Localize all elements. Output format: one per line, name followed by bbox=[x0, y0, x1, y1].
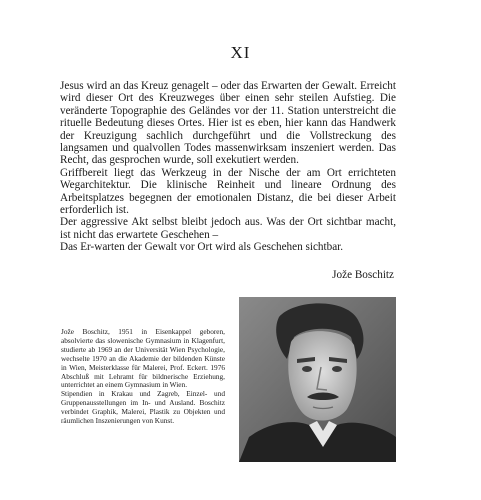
paragraph: Der aggressive Akt selbst bleibt jedoch aus. Was der Ort sichtbar macht, ist nicht das erwartete Geschehen – bbox=[60, 216, 396, 241]
portrait-image bbox=[239, 297, 396, 462]
author-portrait-photo bbox=[239, 297, 396, 462]
main-text bbox=[60, 80, 396, 254]
paragraph: Griffbereit liegt das Werkzeug in der Nische der am Ort errichteten Wegarchitektur. Die klinische Reinheit und lineare Ordnung des Arbeitsplatzes begegnen der emotionalen Distanz, die bei dieser Arbeit erforderlich ist. bbox=[60, 166, 396, 217]
biography bbox=[61, 328, 225, 426]
page-heading: XI bbox=[230, 43, 251, 62]
paragraph: Das Er-warten der Gewalt vor Ort wird als Geschehen sichtbar. bbox=[60, 241, 344, 254]
bio-paragraph: Jože Boschitz, 1951 in Eisenkappel geboren, absolvierte das slowenische Gymnasium in Klagenfurt, studierte ab 1969 an der Universität Wien Psychologie, wechselte 1970 an die Akademie der bildenden Künste in Wien, Meisterklasse für Malerei, Prof. Eckert. 1976 Abschluß mit Lehramt für bildnerische Erziehung, unterrichtet an einem Gymnasium in Wien. bbox=[61, 327, 225, 390]
author-signature: Jože Boschitz bbox=[332, 269, 394, 281]
paragraph: Jesus wird an das Kreuz genagelt – oder das Erwarten der Gewalt. Erreicht wird dieser Ort des Kreuzweges über einen sehr steilen Aufstieg. Die veränderte Topographie des Geländes vor der 11. Station unterstreicht die rituelle Bedeutung dieses Ortes. Hier ist es eben, hier kann das Handwerk der Kreuzigung sachlich durchgeführt und die Vollstreckung des langsamen und qualvollen Todes massenwirksam inszeniert werden. Das Recht, das gesprochen wurde, soll exekutiert werden. bbox=[60, 80, 396, 167]
bio-paragraph: Stipendien in Krakau und Zagreb, Einzel- und Gruppenausstellungen im In- und Ausland. Boschitz verbindet Graphik, Malerei, Plastik zu Objekten und räumlichen Inszenierungen von Kunst. bbox=[61, 389, 225, 426]
